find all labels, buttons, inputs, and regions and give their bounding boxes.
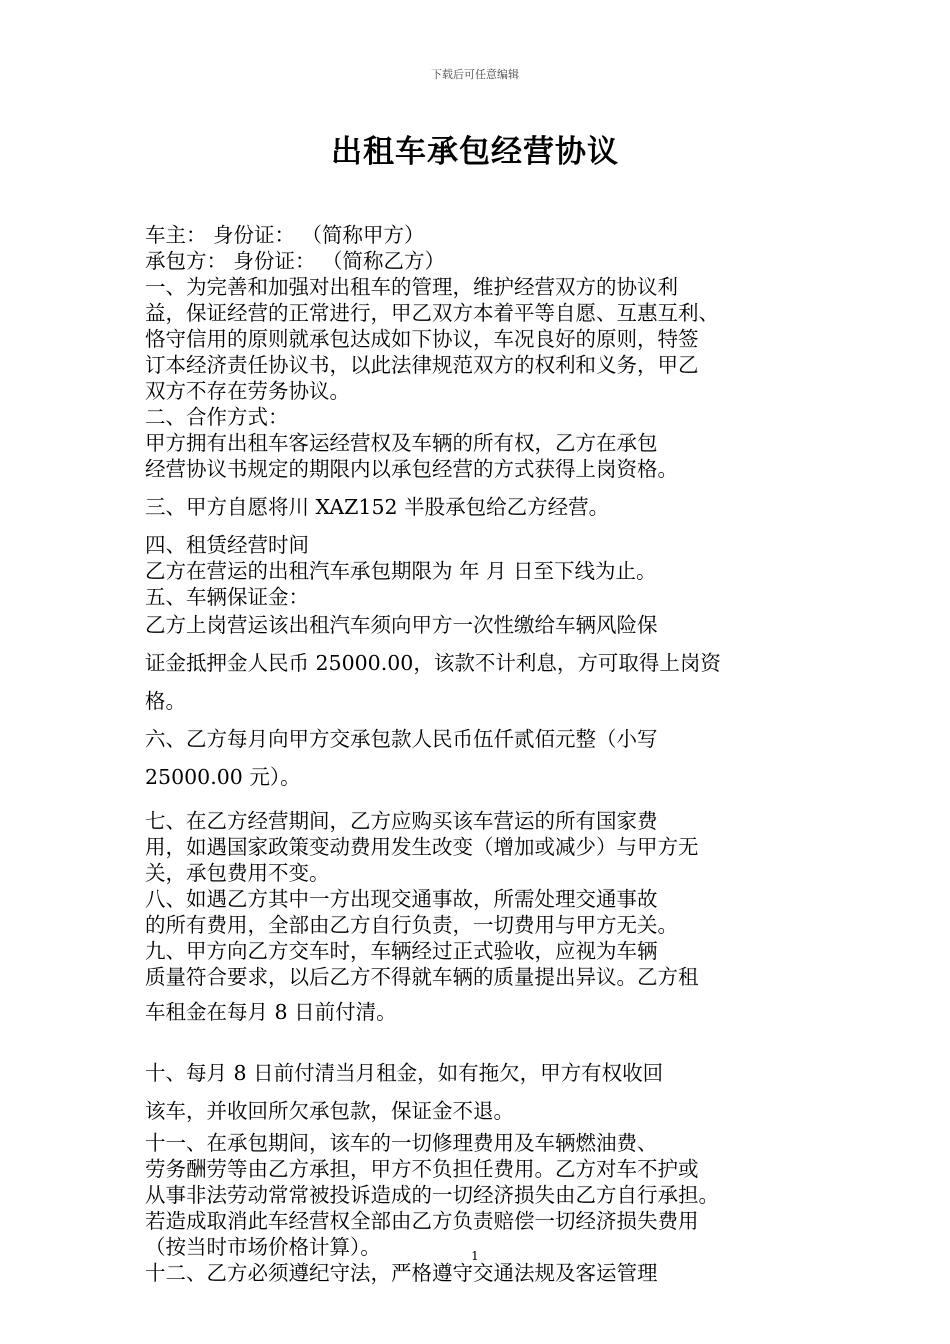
text-line: 十一、在承包期间，该车的一切修理费用及车辆燃油费、 bbox=[145, 1131, 658, 1155]
text-line: 双方不存在劳务协议。 bbox=[145, 379, 350, 403]
text-line: 质量符合要求，以后乙方不得就车辆的质量提出异议。乙方租 bbox=[145, 965, 699, 989]
text-line: 二、合作方式： bbox=[145, 405, 289, 429]
text-line: 七、在乙方经营期间，乙方应购买该车营运的所有国家费 bbox=[145, 809, 658, 833]
text-line: 该车，并收回所欠承包款，保证金不退。 bbox=[145, 1099, 514, 1123]
text-line: 订本经济责任协议书，以此法律规范双方的权利和义务，甲乙 bbox=[145, 353, 699, 377]
text-line: 劳务酬劳等由乙方承担，甲方不负担任费用。乙方对车不护或 bbox=[145, 1157, 699, 1181]
text-line: 四、租赁经营时间 bbox=[145, 533, 309, 557]
text-line: 25000.00 元）。 bbox=[145, 765, 301, 789]
document-title: 出租车承包经营协议 bbox=[331, 134, 619, 170]
text-line: 证金抵押金人民币 25000.00，该款不计利息，方可取得上岗资 bbox=[145, 651, 721, 675]
text-line: 五、车辆保证金： bbox=[145, 585, 309, 609]
text-line: 经营协议书规定的期限内以承包经营的方式获得上岗资格。 bbox=[145, 457, 678, 481]
text-line: 十二、乙方必须遵纪守法，严格遵守交通法规及客运管理 bbox=[145, 1261, 658, 1285]
text-line: 益，保证经营的正常进行，甲乙双方本着平等自愿、互惠互利、 bbox=[145, 301, 719, 325]
page-header: 下载后可任意编辑 bbox=[431, 68, 519, 81]
text-line: 乙方在营运的出租汽车承包期限为 年 月 日至下线为止。 bbox=[145, 559, 657, 583]
text-line: 格。 bbox=[145, 689, 186, 713]
text-line: 恪守信用的原则就承包达成如下协议，车况良好的原则，特签 bbox=[145, 327, 699, 351]
text-line: 用，如遇国家政策变动费用发生改变（增加或减少）与甲方无 bbox=[145, 835, 699, 859]
text-line: 六、乙方每月向甲方交承包款人民币伍仟贰佰元整（小写 bbox=[145, 727, 658, 751]
document-body bbox=[145, 222, 815, 1286]
text-line: 承包方： 身份证： （简称乙方） bbox=[145, 249, 446, 273]
page-number: 1 bbox=[471, 1249, 479, 1263]
text-line: 九、甲方向乙方交车时，车辆经过正式验收，应视为车辆 bbox=[145, 939, 658, 963]
text-line: 十、每月 8 日前付清当月租金，如有拖欠，甲方有权收回 bbox=[145, 1061, 664, 1085]
text-line: 车主： 身份证： （简称甲方） bbox=[145, 223, 425, 247]
text-line: （按当时市场价格计算）。 bbox=[145, 1235, 381, 1259]
text-line: 八、如遇乙方其中一方出现交通事故，所需处理交通事故 bbox=[145, 887, 658, 911]
text-line: 一、为完善和加强对出租车的管理，维护经营双方的协议利 bbox=[145, 275, 678, 299]
text-line: 关，承包费用不变。 bbox=[145, 861, 330, 885]
text-line: 车租金在每月 8 日前付清。 bbox=[145, 1000, 397, 1024]
text-line: 乙方上岗营运该出租汽车须向甲方一次性缴给车辆风险保 bbox=[145, 613, 658, 637]
text-line: 甲方拥有出租车客运经营权及车辆的所有权，乙方在承包 bbox=[145, 431, 658, 455]
text-line: 从事非法劳动常常被投诉造成的一切经济损失由乙方自行承担。 bbox=[145, 1183, 719, 1207]
text-line: 的所有费用，全部由乙方自行负责，一切费用与甲方无关。 bbox=[145, 913, 678, 937]
text-line: 三、甲方自愿将川 XAZ152 半股承包给乙方经营。 bbox=[145, 495, 610, 519]
text-line: 若造成取消此车经营权全部由乙方负责赔偿一切经济损失费用 bbox=[145, 1209, 699, 1233]
